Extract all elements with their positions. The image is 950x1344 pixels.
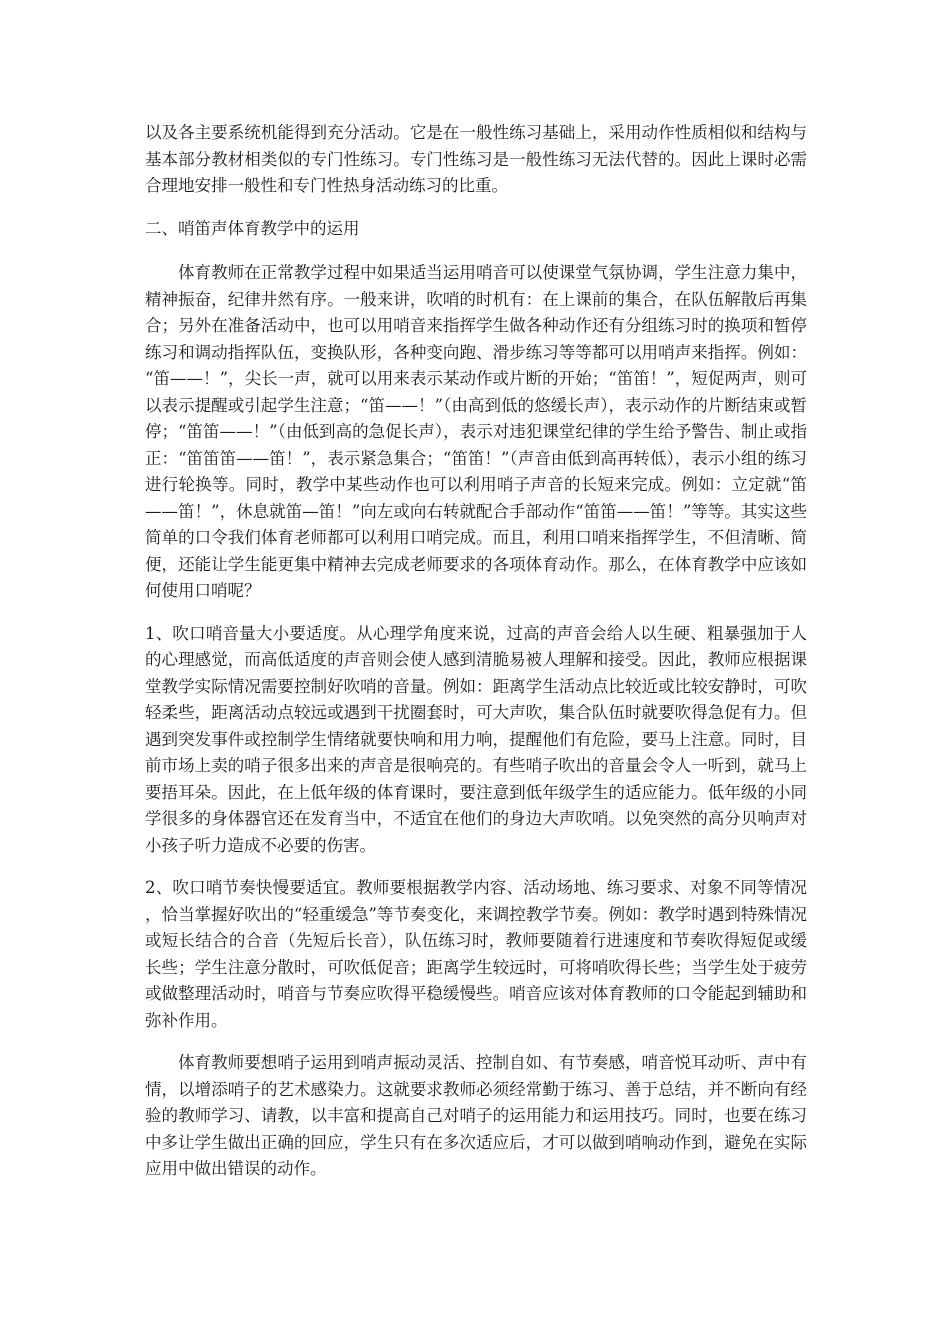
paragraph-conclusion: 体育教师要想哨子运用到哨声振动灵活、控制自如、有节奏感，哨音悦耳动听、声中有情，以增添哨子的艺术感染力。这就要求教师必须经常勤于练习、善于总结，并不断向有经验的教师学习、请教，以丰富和提高自己对哨子的运用能力和运用技巧。同时，也要在练习中多让学生做出正确的回应，学生只有在多次适应后，才可以做到哨响动作到，避免在实际应用中做出错误的动作。 bbox=[145, 1053, 807, 1178]
section-heading: 二、哨笛声体育教学中的运用 bbox=[145, 218, 360, 238]
paragraph-point-volume: 1、吹口哨音量大小要适度。从心理学角度来说，过高的声音会给人以生硬、粗暴强加于人的心理感觉，而高低适度的声音则会使人感到清脆易被人理解和接受。因此，教师应根据课堂教学实际情况需要控制好吹哨的音量。例如：距离学生活动点比较近或比较安静时，可吹轻柔些，距离活动点较远或遇到干扰圈套时，可大声吹，集合队伍时就要吹得急促有力。但遇到突发事件或控制学生情绪就要快响和用力响，提醒他们有危险，要马上注意。同时，目前市场上卖的哨子很多出来的声音是很响亮的。有些哨子吹出的音量会令人一听到，就马上要捂耳朵。因此，在上低年级的体育课时，要注意到低年级学生的适应能力。低年级的小同学很多的身体器官还在发育当中，不适宜在他们的身边大声吹哨。以免突然的高分贝响声对小孩子听力造成不必要的伤害。 bbox=[145, 623, 807, 855]
paragraph-whistle-usage: 体育教师在正常教学过程中如果适当运用哨音可以使课堂气氛协调，学生注意力集中，精神振奋，纪律井然有序。一般来讲，吹哨的时机有：在上课前的集合，在队伍解散后再集合；另外在准备活动中，也可以用哨音来指挥学生做各种动作还有分组练习时的换项和暂停练习和调动指挥队伍，变换队形，各种变向跑、滑步练习等等都可以用哨声来指挥。例如：“笛——！”，尖长一声，就可以用来表示某动作或片断的开始；“笛笛！”，短促两声，则可以表示提醒或引起学生注意；“笛——！”（由高到低的悠缓长声），表示动作的片断结束或暂停；“笛笛——！”（由低到高的急促长声），表示对违犯课堂纪律的学生给予警告、制止或指正：“笛笛笛——笛！”，表示紧急集合；“笛笛！”（声音由低到高再转低），表示小组的练习进行轮换等。同时，教学中某些动作也可以利用哨子声音的长短来完成。例如：立定就“笛——笛！”，休息就笛—笛！”向左或向右转就配合手部动作“笛笛——笛！”等等。其实这些简单的口令我们体育老师都可以利用口哨完成。而且，利用口哨来指挥学生，不但清晰、简便，还能让学生能更集中精神去完成老师要求的各项体育动作。那么，在体育教学中应该如何使用口哨呢？ bbox=[145, 263, 807, 600]
document-body bbox=[145, 120, 807, 1199]
paragraph-continuation: 以及各主要系统机能得到充分活动。它是在一般性练习基础上，采用动作性质相似和结构与基本部分教材相类似的专门性练习。专门性练习是一般性练习无法代替的。因此上课时必需合理地安排一般性和专门性热身活动练习的比重。 bbox=[145, 123, 807, 195]
paragraph-point-rhythm: 2、吹口哨节奏快慢要适宜。教师要根据教学内容、活动场地、练习要求、对象不同等情况，恰当掌握好吹出的“轻重缓急”等节奏变化，来调控教学节奏。例如：教学时遇到特殊情况或短长结合的合音（先短后长音），队伍练习时，教师要随着行进速度和节奏吹得短促或缓长些；学生注意分散时，可吹低促音；距离学生较远时，可将哨吹得长些；当学生处于疲劳或做整理活动时，哨音与节奏应吹得平稳缓慢些。哨音应该对体育教师的口令能起到辅助和弥补作用。 bbox=[145, 878, 807, 1030]
